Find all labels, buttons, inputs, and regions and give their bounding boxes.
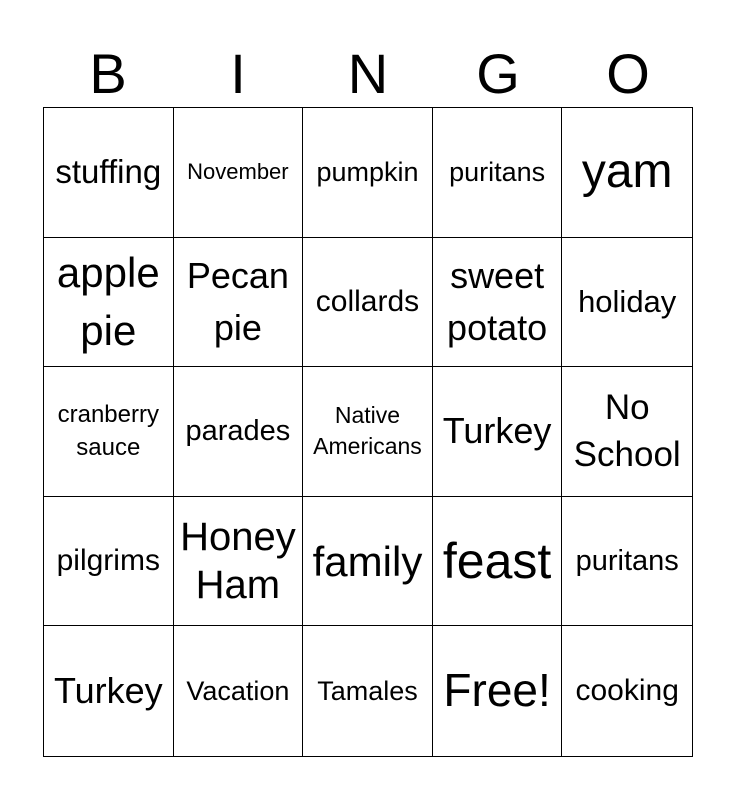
cell-label: puritans — [449, 157, 546, 188]
cell-label: puritans — [575, 544, 679, 577]
cell-label: yam — [581, 145, 673, 199]
bingo-cell[interactable] — [44, 367, 174, 497]
cell-label: family — [312, 537, 423, 585]
bingo-cell[interactable] — [44, 108, 174, 238]
cell-label: Turkey — [53, 670, 163, 712]
header-letter-g: G — [476, 42, 520, 105]
bingo-cell[interactable] — [44, 626, 174, 756]
cell-label: cooking — [575, 674, 679, 708]
bingo-cell[interactable] — [174, 626, 304, 756]
cell-label: No School — [573, 388, 681, 475]
cell-label: Turkey — [442, 410, 552, 452]
bingo-cell[interactable] — [174, 367, 304, 497]
cell-label: November — [187, 158, 289, 184]
header-letter-b: B — [89, 42, 127, 105]
bingo-cell[interactable] — [44, 497, 174, 627]
cell-label: sweet potato — [447, 254, 548, 348]
bingo-cell[interactable] — [562, 497, 692, 627]
bingo-cell[interactable] — [562, 367, 692, 497]
cell-label: cranberry sauce — [57, 400, 159, 462]
bingo-board — [43, 107, 693, 757]
bingo-cell[interactable] — [303, 626, 433, 756]
bingo-cell[interactable] — [562, 626, 692, 756]
cell-label: feast — [442, 533, 552, 590]
bingo-cell[interactable] — [303, 497, 433, 627]
bingo-cell[interactable] — [433, 497, 563, 627]
header-letter-i: I — [230, 42, 246, 105]
cell-label: stuffing — [55, 152, 162, 190]
free-space-cell[interactable] — [433, 626, 563, 756]
cell-label: apple pie — [56, 248, 160, 354]
bingo-header — [43, 40, 693, 108]
bingo-cell[interactable] — [303, 108, 433, 238]
cell-label: pilgrims — [56, 544, 160, 578]
cell-label: Tamales — [317, 676, 418, 707]
bingo-cell[interactable] — [433, 108, 563, 238]
bingo-cell[interactable] — [303, 367, 433, 497]
cell-label: Pecan pie — [186, 254, 289, 348]
cell-label: holiday — [578, 283, 677, 319]
cell-label: collards — [315, 285, 420, 319]
bingo-cell[interactable] — [433, 238, 563, 368]
bingo-cell[interactable] — [174, 497, 304, 627]
bingo-cell[interactable] — [44, 238, 174, 368]
cell-label: pumpkin — [316, 157, 419, 188]
cell-label: Vacation — [186, 676, 290, 707]
cell-label: Honey Ham — [180, 515, 296, 608]
bingo-cell[interactable] — [562, 238, 692, 368]
bingo-cell[interactable] — [174, 108, 304, 238]
bingo-cell[interactable] — [562, 108, 692, 238]
cell-label: Free! — [443, 664, 551, 717]
bingo-cell[interactable] — [174, 238, 304, 368]
cell-label: parades — [185, 415, 291, 448]
bingo-cell[interactable] — [433, 367, 563, 497]
cell-label: Native Americans — [313, 402, 422, 460]
header-letter-o: O — [606, 42, 650, 105]
bingo-cell[interactable] — [303, 238, 433, 368]
header-letter-n: N — [347, 42, 389, 105]
